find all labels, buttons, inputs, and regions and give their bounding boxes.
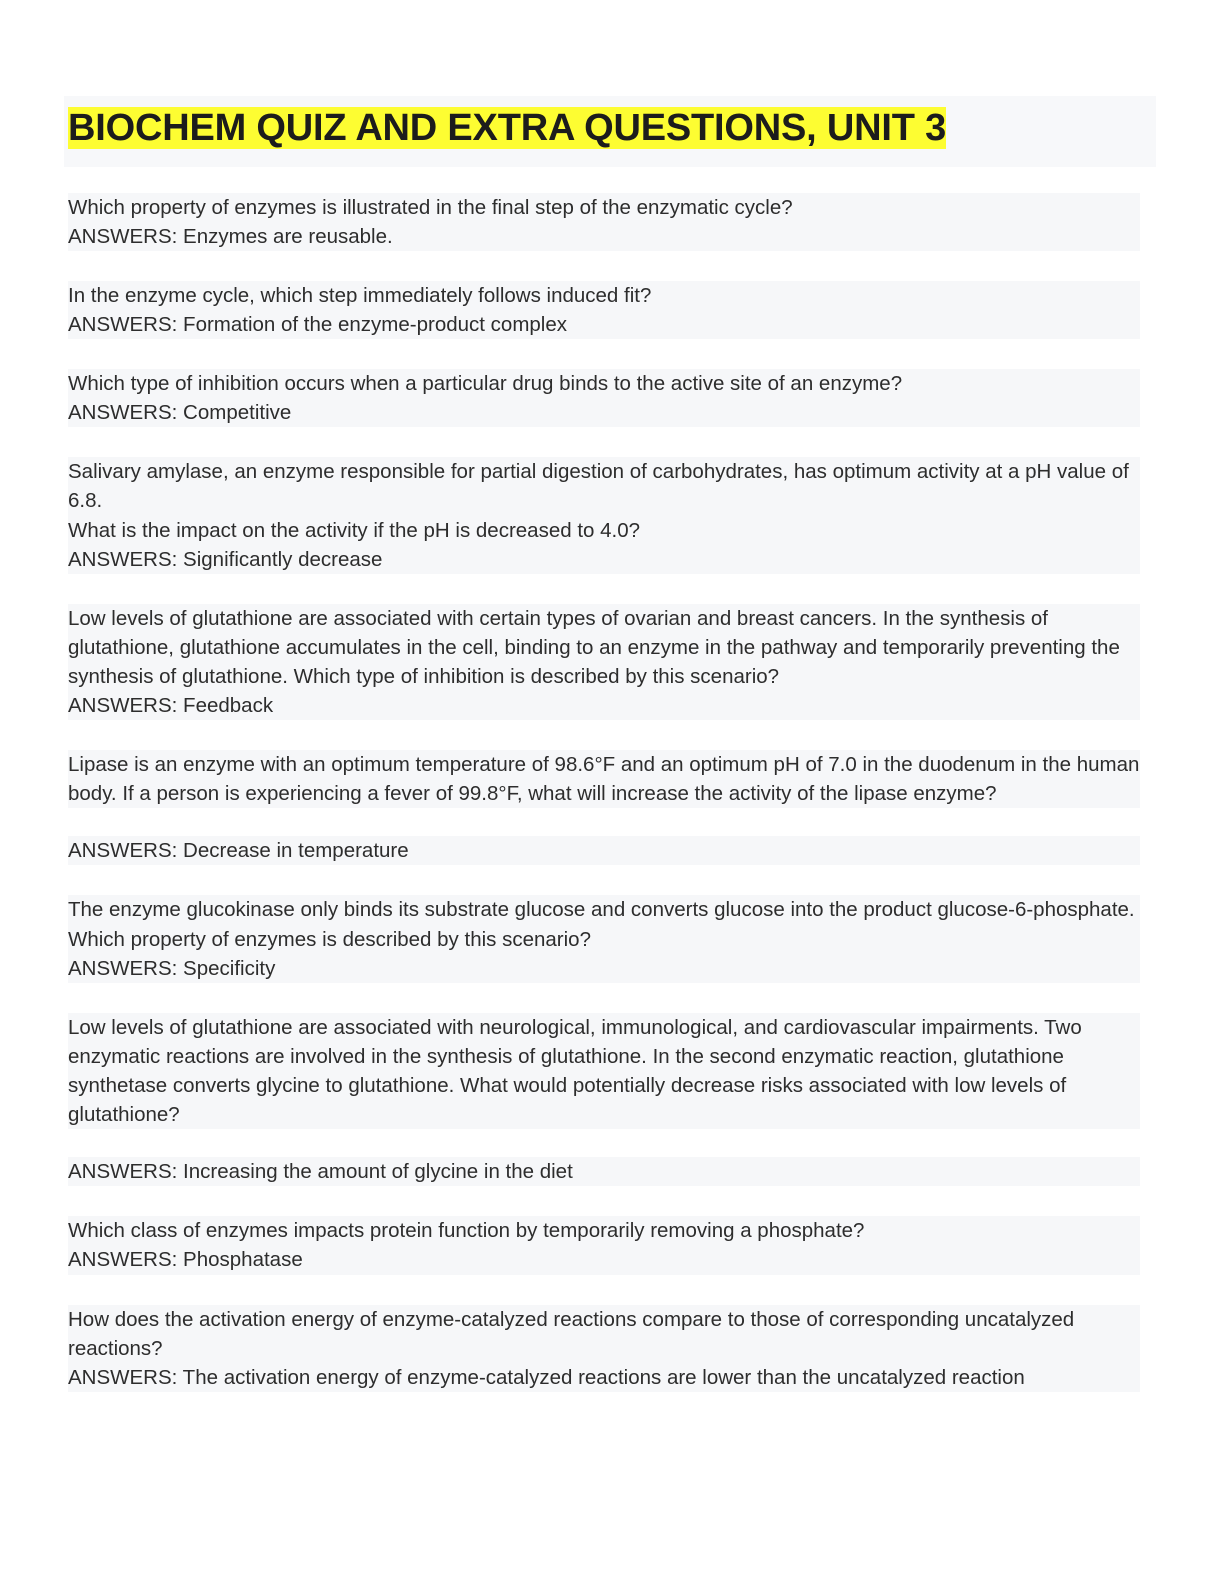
question-text: Low levels of glutathione are associated with certain types of ovarian and breast cancers. In the synthesis of glutathione, glutathione accumulates in the cell, binding to an enzyme in the pathway and temporarily preventing the synthesis of glutathione. Which type of inhibition is described by this scenario?: [68, 604, 1140, 691]
page-title-text: BIOCHEM QUIZ AND EXTRA QUESTIONS, UNIT 3: [68, 107, 947, 149]
qa-item: [68, 604, 1140, 720]
question-text: Which property of enzymes is illustrated in the final step of the enzymatic cycle?: [68, 193, 1140, 222]
question-text: Salivary amylase, an enzyme responsible for partial digestion of carbohydrates, has optimum activity at a pH value of 6.8.: [68, 457, 1140, 515]
answer-text: ANSWERS: Increasing the amount of glycine in the diet: [68, 1157, 1140, 1186]
answer-text: ANSWERS: Enzymes are reusable.: [68, 222, 1140, 251]
qa-list: [68, 193, 1140, 1392]
question-text: Which type of inhibition occurs when a particular drug binds to the active site of an enzyme?: [68, 369, 1140, 398]
answer-text: ANSWERS: Specificity: [68, 954, 1140, 983]
qa-item: [68, 750, 1140, 865]
qa-item: [68, 369, 1140, 427]
answer-text: ANSWERS: Feedback: [68, 691, 1140, 720]
qa-item: [68, 281, 1140, 339]
title-band: [64, 96, 1156, 167]
question-text: How does the activation energy of enzyme-catalyzed reactions compare to those of corresponding uncatalyzed reactions?: [68, 1305, 1140, 1363]
qa-item: [68, 1216, 1140, 1274]
qa-item: [68, 895, 1140, 982]
question-text: Lipase is an enzyme with an optimum temperature of 98.6°F and an optimum pH of 7.0 in the duodenum in the human body. If a person is experiencing a fever of 99.8°F, what will increase the activity of the lipase enzyme?: [68, 750, 1140, 808]
qa-item: [68, 457, 1140, 573]
answer-text: ANSWERS: Formation of the enzyme-product complex: [68, 310, 1140, 339]
answer-text: ANSWERS: Phosphatase: [68, 1245, 1140, 1274]
answer-text: ANSWERS: Decrease in temperature: [68, 836, 1140, 865]
answer-text: ANSWERS: Competitive: [68, 398, 1140, 427]
answer-text: ANSWERS: Significantly decrease: [68, 545, 1140, 574]
question-text: What is the impact on the activity if the pH is decreased to 4.0?: [68, 516, 1140, 545]
question-text: The enzyme glucokinase only binds its substrate glucose and converts glucose into the product glucose-6-phosphate. Which property of enzymes is described by this scenario?: [68, 895, 1140, 953]
question-text: Low levels of glutathione are associated with neurological, immunological, and cardiovascular impairments. Two enzymatic reactions are involved in the synthesis of glutathione. In the second enzymatic reaction, glutathione synthetase converts glycine to glutathione. What would potentially decrease risks associated with low levels of glutathione?: [68, 1013, 1140, 1129]
question-text: Which class of enzymes impacts protein function by temporarily removing a phosphate?: [68, 1216, 1140, 1245]
question-text: In the enzyme cycle, which step immediately follows induced fit?: [68, 281, 1140, 310]
qa-item: [68, 1013, 1140, 1187]
qa-item: [68, 193, 1140, 251]
page-title: [68, 104, 1068, 153]
qa-item: [68, 1305, 1140, 1392]
answer-text: ANSWERS: The activation energy of enzyme-catalyzed reactions are lower than the uncatalyzed reaction: [68, 1363, 1140, 1392]
